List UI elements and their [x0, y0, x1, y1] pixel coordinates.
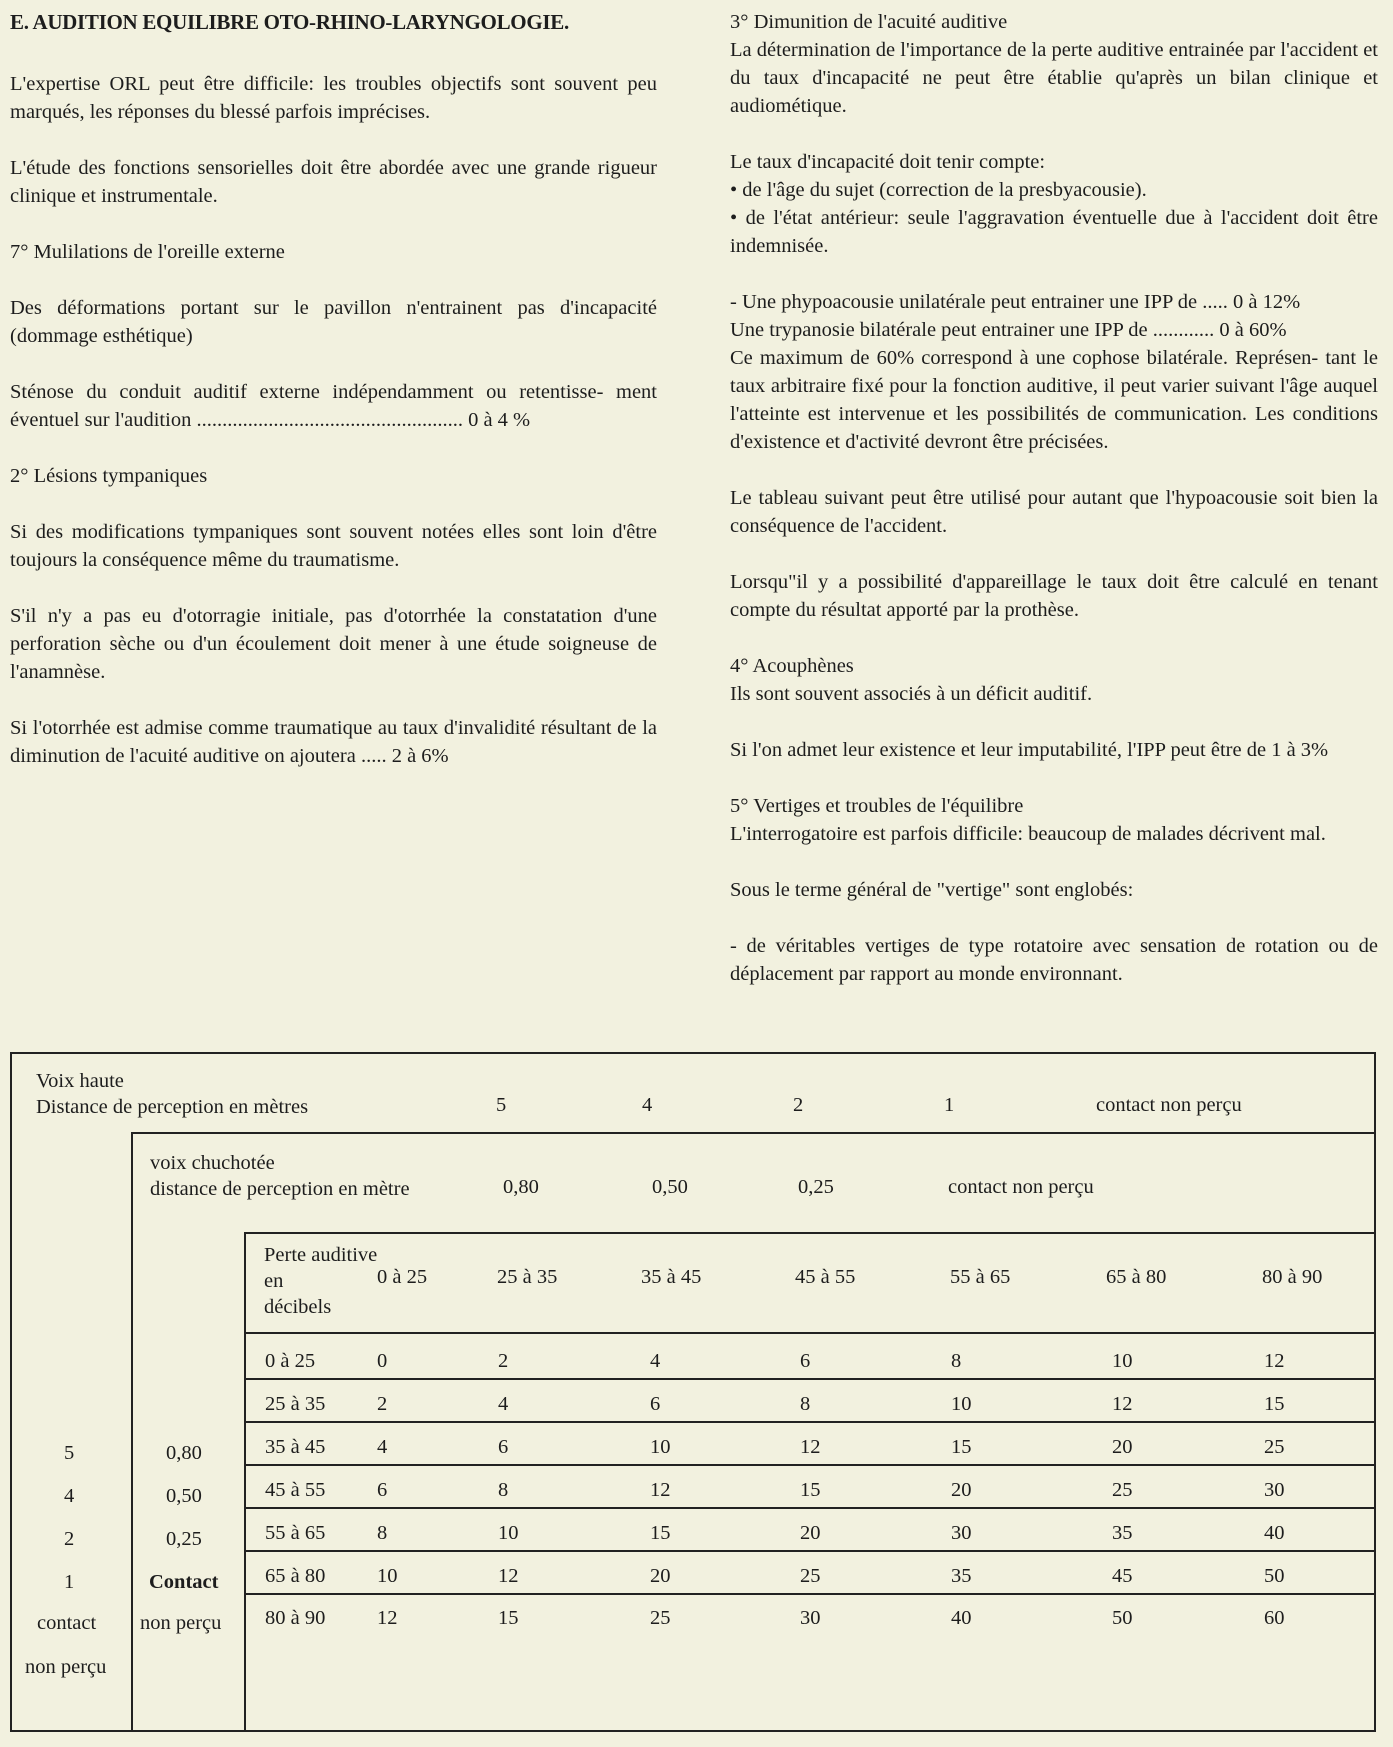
paragraph: Sous le terme général de "vertige" sont englobés:	[730, 879, 1134, 901]
column-header: 35 à 45	[641, 1266, 702, 1288]
table-cell: 4	[650, 1350, 661, 1372]
table-cell: 12	[1264, 1350, 1285, 1372]
side-value: 2	[64, 1528, 75, 1550]
table-cell: 25	[800, 1565, 821, 1587]
paragraph: Lorsqu"il y a possibilité d'appareillage le taux doit être calculé en tenant compte du résultat apporté par la prothèse.	[730, 571, 1378, 621]
paragraph: Ce maximum de 60% correspond à une cophose bilatérale. Représen- tant le taux arbitraire fixé pour la fonction auditive, il peut varier suivant l'âge auquel l'atteinte est intervenue et les possibilités de communication. Les conditions d'existence et d'activité devront être précisées.	[730, 347, 1378, 453]
paragraph: Si l'on admet leur existence et leur imputabilité, l'IPP peut être de 1 à 3%	[730, 739, 1329, 761]
paragraph: Si des modifications tympaniques sont souvent notées elles sont loin d'être toujours la conséquence même du traumatisme.	[10, 521, 657, 571]
paragraph: La détermination de l'importance de la perte auditive entrainée par l'accident et du taux d'incapacité ne peut être établie qu'après un bilan clinique et audiométique.	[730, 39, 1378, 117]
table-cell: 40	[951, 1607, 972, 1629]
side-value: 0,80	[166, 1442, 202, 1464]
table-cell: 12	[498, 1565, 519, 1587]
table-cell: 8	[800, 1393, 811, 1415]
side-value: contact	[37, 1612, 97, 1634]
right-column	[730, 8, 1378, 1016]
row-divider	[244, 1421, 1376, 1423]
loud-voice-value: 4	[642, 1094, 653, 1116]
table-cell: 50	[1112, 1607, 1133, 1629]
table-cell: 10	[498, 1522, 519, 1544]
bullet-item: • de l'état antérieur: seule l'aggravation éventuelle due à l'accident doit être indemnisée.	[730, 207, 1378, 257]
table-cell: 8	[377, 1522, 388, 1544]
section-title: E. AUDITION EQUILIBRE OTO-RHINO-LARYNGOLOGIE.	[10, 10, 569, 34]
paragraph: Ils sont souvent associés à un déficit auditif.	[730, 683, 1093, 705]
side-value: 1	[64, 1571, 75, 1593]
row-label: 55 à 65	[265, 1522, 326, 1544]
table-cell: 10	[377, 1565, 398, 1587]
table-cell: 10	[1112, 1350, 1133, 1372]
decibel-label	[264, 1242, 377, 1320]
paragraph: - de véritables vertiges de type rotatoire avec sensation de rotation ou de déplacement par rapport au monde environnant.	[730, 935, 1378, 985]
bullet-item: • de l'âge du sujet (correction de la presbyacousie).	[730, 179, 1147, 201]
row-label: 25 à 35	[265, 1393, 326, 1415]
table-cell: 15	[650, 1522, 671, 1544]
paragraph: Des déformations portant sur le pavillon n'entrainent pas d'incapacité (dommage esthétique)	[10, 297, 657, 347]
table-cell: 30	[951, 1522, 972, 1544]
table-cell: 8	[498, 1479, 509, 1501]
loud-voice-value: 2	[793, 1094, 804, 1116]
row-divider	[244, 1550, 1376, 1552]
loud-voice-label	[36, 1068, 308, 1120]
table-cell: 10	[650, 1436, 671, 1458]
paragraph: Le taux d'incapacité doit tenir compte:	[730, 151, 1046, 173]
left-column	[10, 8, 657, 798]
column-header: 45 à 55	[795, 1266, 856, 1288]
paragraph: L'expertise ORL peut être difficile: les troubles objectifs sont souvent peu marqués, les réponses du blessé parfois imprécises.	[10, 73, 657, 123]
loud-voice-value: 5	[496, 1094, 507, 1116]
table-cell: 4	[377, 1436, 388, 1458]
whisper-voice-value: 0,80	[503, 1176, 539, 1198]
table-cell: 25	[650, 1607, 671, 1629]
loud-voice-title: Voix haute	[36, 1070, 124, 1092]
whisper-voice-value: 0,50	[652, 1176, 688, 1198]
column-header: 25 à 35	[497, 1266, 558, 1288]
table-cell: 15	[498, 1607, 519, 1629]
table-cell: 30	[1264, 1479, 1285, 1501]
rate-line: Une trypanosie bilatérale peut entrainer une IPP de ............ 0 à 60%	[730, 319, 1287, 341]
table-cell: 50	[1264, 1565, 1285, 1587]
side-value: 0,25	[166, 1528, 202, 1550]
row-label: 45 à 55	[265, 1479, 326, 1501]
side-value: non perçu	[25, 1656, 107, 1678]
table-cell: 35	[951, 1565, 972, 1587]
row-label: 65 à 80	[265, 1565, 326, 1587]
column-header: 80 à 90	[1262, 1266, 1323, 1288]
table-cell: 6	[377, 1479, 388, 1501]
column-header: 0 à 25	[377, 1266, 428, 1288]
table-cell: 15	[951, 1436, 972, 1458]
table-cell: 20	[951, 1479, 972, 1501]
table-cell: 10	[951, 1393, 972, 1415]
paragraph: L'interrogatoire est parfois difficile: beaucoup de malades décrivent mal.	[730, 823, 1326, 845]
loud-voice-value: 1	[944, 1094, 955, 1116]
table-cell: 30	[800, 1607, 821, 1629]
table-cell: 12	[377, 1607, 398, 1629]
table-cell: 2	[498, 1350, 509, 1372]
header-divider	[244, 1332, 1376, 1334]
table-cell: 25	[1112, 1479, 1133, 1501]
column-header: 55 à 65	[950, 1266, 1011, 1288]
loud-voice-value: contact non perçu	[1096, 1094, 1242, 1116]
table-cell: 35	[1112, 1522, 1133, 1544]
table-cell: 15	[1264, 1393, 1285, 1415]
side-value: 0,50	[166, 1485, 202, 1507]
row-divider	[244, 1507, 1376, 1509]
rate-line: - Une phypoacousie unilatérale peut entrainer une IPP de ..... 0 à 12%	[730, 291, 1301, 313]
table-cell: 4	[498, 1393, 509, 1415]
table-cell: 40	[1264, 1522, 1285, 1544]
table-cell: 25	[1264, 1436, 1285, 1458]
subheading: 3° Dimunition de l'acuité auditive	[730, 11, 1008, 33]
table-cell: 12	[650, 1479, 671, 1501]
table-cell: 20	[800, 1522, 821, 1544]
subheading: 5° Vertiges et troubles de l'équilibre	[730, 795, 1024, 817]
subheading: 7° Mulilations de l'oreille externe	[10, 241, 285, 263]
side-value: Contact	[149, 1571, 219, 1593]
row-label: 0 à 25	[265, 1350, 316, 1372]
table-cell: 60	[1264, 1607, 1285, 1629]
row-divider	[244, 1464, 1376, 1466]
side-value: 5	[64, 1442, 75, 1464]
whisper-voice-title: voix chuchotée	[150, 1152, 275, 1174]
paragraph: L'étude des fonctions sensorielles doit être abordée avec une grande rigueur clinique et instrumentale.	[10, 157, 657, 207]
whisper-voice-value: 0,25	[798, 1176, 834, 1198]
rate-value: 0 à 4 %	[468, 409, 531, 431]
row-label: 80 à 90	[265, 1607, 326, 1629]
side-value: non perçu	[140, 1612, 222, 1634]
table-cell: 2	[377, 1393, 388, 1415]
leader-dots: ....................................................	[196, 409, 463, 431]
paragraph: S'il n'y a pas eu d'otorragie initiale, pas d'otorrhée la constatation d'une perforation sèche ou d'un écoulement doit mener à une étude soigneuse de l'anamnèse.	[10, 605, 657, 683]
table-cell: 20	[1112, 1436, 1133, 1458]
paragraph-text: Sténose du conduit auditif externe indépendamment ou retentisse- ment éventuel sur l'audition	[10, 381, 657, 431]
whisper-voice-label	[150, 1150, 410, 1202]
table-cell: 6	[800, 1350, 811, 1372]
subheading: 2° Lésions tympaniques	[10, 465, 208, 487]
paragraph: Si l'otorrhée est admise comme traumatique au taux d'invalidité résultant de la diminution de l'acuité auditive on ajoutera ..... 2 à 6%	[10, 717, 657, 767]
subheading: 4° Acouphènes	[730, 655, 854, 677]
column-header: 65 à 80	[1106, 1266, 1167, 1288]
paragraph	[10, 378, 657, 434]
whisper-voice-value: contact non perçu	[948, 1176, 1094, 1198]
table-cell: 6	[650, 1393, 661, 1415]
row-divider	[244, 1378, 1376, 1380]
table-cell: 8	[951, 1350, 962, 1372]
table-cell: 12	[800, 1436, 821, 1458]
whisper-voice-subtitle: distance de perception en mètre	[150, 1178, 410, 1200]
table-cell: 6	[498, 1436, 509, 1458]
table-cell: 45	[1112, 1565, 1133, 1587]
row-label: 35 à 45	[265, 1436, 326, 1458]
decibel-label-line: décibels	[264, 1296, 332, 1318]
table-cell: 15	[800, 1479, 821, 1501]
paragraph: Le tableau suivant peut être utilisé pour autant que l'hypoacousie soit bien la conséquence de l'accident.	[730, 487, 1378, 537]
decibel-label-line: Perte auditive	[264, 1244, 378, 1266]
table-cell: 20	[650, 1565, 671, 1587]
row-divider	[244, 1593, 1376, 1595]
side-value: 4	[64, 1485, 75, 1507]
table-cell: 12	[1112, 1393, 1133, 1415]
decibel-label-line: en	[264, 1270, 284, 1292]
loud-voice-subtitle: Distance de perception en mètres	[36, 1096, 309, 1118]
table-cell: 0	[377, 1350, 388, 1372]
